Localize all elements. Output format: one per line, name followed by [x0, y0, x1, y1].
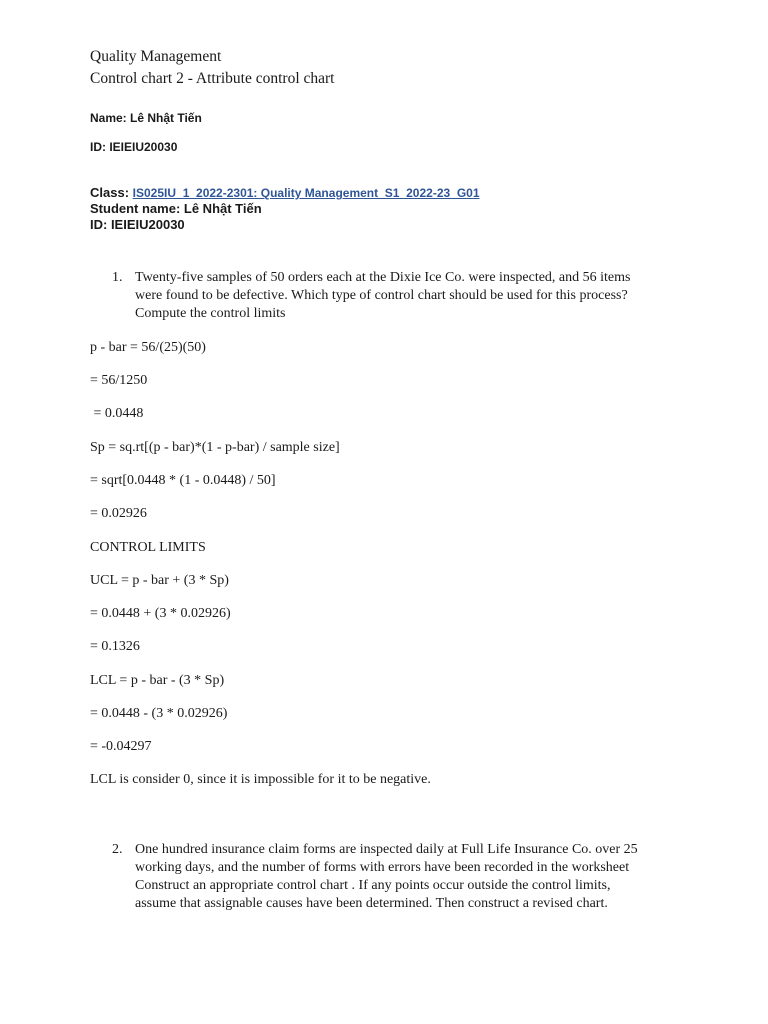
question-2-text [135, 841, 690, 913]
calc-lcl-value: = -0.04297 [90, 739, 152, 754]
calc-ucl-value: = 0.1326 [90, 639, 140, 654]
class-row [90, 185, 480, 201]
class-link[interactable]: IS025IU_1_2022-2301: Quality Management_S1_2022-23_G01 [132, 186, 480, 200]
calc-lcl-note: LCL is consider 0, since it is impossible for it to be negative. [90, 772, 431, 787]
calc-sp-substitution: = sqrt[0.0448 * (1 - 0.0448) / 50] [90, 473, 276, 488]
class-student-name: Student name: Lê Nhật Tiến [90, 201, 262, 216]
question-2-line: working days, and the number of forms with errors have been recorded in the worksheet [135, 860, 630, 875]
calc-ucl-substitution: = 0.0448 + (3 * 0.02926) [90, 606, 231, 621]
question-2-line: Construct an appropriate control chart . If any points occur outside the control limits, [135, 878, 611, 893]
student-id-line: ID: IEIEIU20030 [90, 140, 178, 154]
class-info-block [90, 185, 480, 233]
class-label: Class: [90, 185, 130, 200]
question-1-line: Compute the control limits [135, 306, 286, 321]
class-student-id: ID: IEIEIU20030 [90, 217, 185, 232]
calc-lcl-substitution: = 0.0448 - (3 * 0.02926) [90, 706, 228, 721]
calc-ucl-formula: UCL = p - bar + (3 * Sp) [90, 573, 229, 588]
assignment-title: Control chart 2 - Attribute control chart [90, 70, 335, 87]
calc-pbar-value: = 0.0448 [90, 406, 144, 421]
question-2-line: One hundred insurance claim forms are inspected daily at Full Life Insurance Co. over 25 [135, 842, 638, 857]
student-name-line: Name: Lê Nhật Tiến [90, 111, 202, 125]
question-1-text [135, 269, 690, 323]
question-1-line: were found to be defective. Which type of control chart should be used for this process? [135, 288, 628, 303]
calc-pbar-fraction: = 56/1250 [90, 373, 148, 388]
question-1-number: 1. [112, 270, 123, 285]
question-2-line: assume that assignable causes have been determined. Then construct a revised chart. [135, 896, 608, 911]
calc-pbar: p - bar = 56/(25)(50) [90, 340, 206, 355]
calc-sp-formula: Sp = sq.rt[(p - bar)*(1 - p-bar) / sample size] [90, 440, 340, 455]
question-2-number: 2. [112, 842, 123, 857]
question-1-line: Twenty-five samples of 50 orders each at the Dixie Ice Co. were inspected, and 56 items [135, 270, 631, 285]
question-1 [90, 269, 690, 323]
control-limits-heading: CONTROL LIMITS [90, 540, 206, 555]
calc-lcl-formula: LCL = p - bar - (3 * Sp) [90, 673, 225, 688]
question-2 [90, 841, 690, 913]
calc-sp-value: = 0.02926 [90, 506, 147, 521]
course-title: Quality Management [90, 48, 222, 65]
